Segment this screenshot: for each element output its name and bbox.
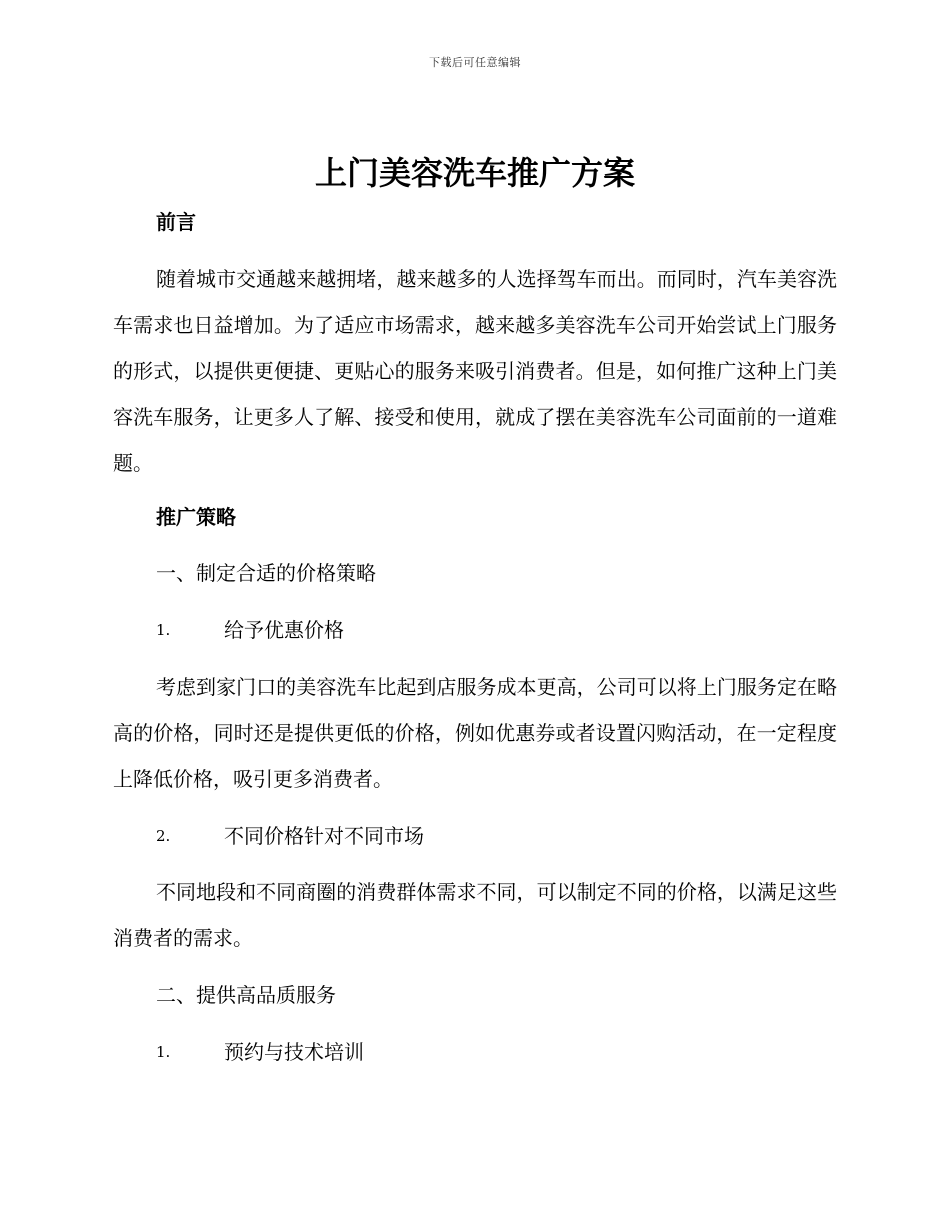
document-title: 上门美容洗车推广方案: [314, 154, 635, 192]
list-item-title: 不同价格针对不同市场: [224, 824, 424, 848]
list-number: 1.: [156, 621, 171, 639]
section2-heading: 二、提供高品质服务: [156, 983, 336, 1007]
list-number: 1.: [156, 1043, 171, 1061]
preface-paragraph: 随着城市交通越来越拥堵，越来越多的人选择驾车而出。而同时，汽车美容洗车需求也日益增加。为了适应市场需求，越来越多美容洗车公司开始尝试上门服务的形式，以提供更便捷、更贴心的服务来吸引消费者。但是，如何推广这种上门美容洗车服务，让更多人了解、接受和使用，就成了摆在美容洗车公司面前的一道难题。: [113, 267, 837, 475]
strategy-heading: 推广策略: [156, 505, 236, 529]
section1-heading: 一、制定合适的价格策略: [156, 561, 376, 585]
section1-item2-paragraph: 不同地段和不同商圈的消费群体需求不同，可以制定不同的价格，以满足这些消费者的需求。: [113, 880, 837, 950]
list-number: 2.: [156, 827, 171, 845]
header-note: 下载后可任意编辑: [429, 56, 521, 69]
preface-heading: 前言: [156, 210, 196, 234]
list-item-title: 给予优惠价格: [224, 618, 344, 642]
list-item-title: 预约与技术培训: [224, 1040, 364, 1064]
section1-item1-paragraph: 考虑到家门口的美容洗车比起到店服务成本更高，公司可以将上门服务定在略高的价格，同时还是提供更低的价格，例如优惠券或者设置闪购活动，在一定程度上降低价格，吸引更多消费者。: [113, 675, 837, 791]
